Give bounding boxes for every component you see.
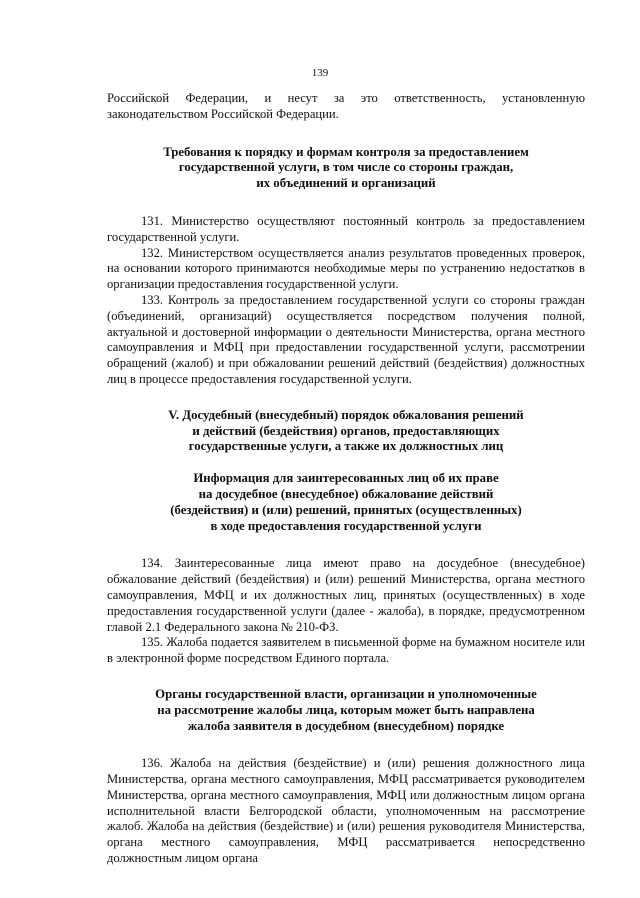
heading-line: жалоба заявителя в досудебном (внесудебном) порядке bbox=[187, 718, 505, 733]
heading-line: Органы государственной власти, организации и уполномоченные bbox=[155, 686, 537, 701]
heading-line: (бездействия) и (или) решений, принятых (осуществленных) bbox=[170, 502, 522, 517]
heading-line: государственной услуги, в том числе со стороны граждан, bbox=[178, 160, 514, 175]
heading-authorities bbox=[107, 687, 585, 734]
heading-line: на досудебное (внесудебное) обжалование действий bbox=[198, 486, 494, 501]
page-content bbox=[107, 91, 585, 867]
heading-line: их объединений и организаций bbox=[256, 176, 436, 191]
heading-line: в ходе предоставления государственной услуги bbox=[210, 518, 482, 533]
paragraph-132: 132. Министерством осуществляется анализ результатов проведенных проверок, на основании которого принимаются необходимые меры по устранению недостатков в организации предоставления государственной услуги. bbox=[107, 245, 585, 292]
heading-line: государственные услуги, а также их должностных лиц bbox=[188, 439, 504, 454]
heading-information bbox=[107, 471, 585, 534]
paragraph-136: 136. Жалоба на действия (бездействие) и (или) решения должностного лица Министерства, органа местного самоуправления, МФЦ рассматривается руководителем Министерства, органа местного самоуправления, МФЦ или должностным лицом органа исполнительной власти Белгородской области, уполномоченным на рассмотрение жалоб. Жалоба на действия (бездействие) и (или) решения руководителя Министерства, органа местного самоуправления, МФЦ рассматривается непосредственно должностным лицом органа bbox=[107, 756, 585, 866]
heading-line: на рассмотрение жалобы лица, которым может быть направлена bbox=[157, 702, 535, 717]
heading-line: V. Досудебный (внесудебный) порядок обжалования решений bbox=[168, 407, 524, 422]
paragraph-131: 131. Министерство осуществляют постоянный контроль за предоставлением государственной услуги. bbox=[107, 213, 585, 244]
heading-section-5 bbox=[107, 408, 585, 455]
page-number: 139 bbox=[311, 67, 329, 79]
intro-paragraph: Российской Федерации, и несут за это ответственность, установленную законодательством Российской Федерации. bbox=[107, 91, 585, 121]
heading-line: Требования к порядку и формам контроля за предоставлением bbox=[163, 144, 529, 159]
paragraph-135: 135. Жалоба подается заявителем в письменной форме на бумажном носителе или в электронной форме посредством Единого портала. bbox=[107, 635, 585, 666]
heading-control-requirements bbox=[107, 145, 585, 192]
heading-line: и действий (бездействия) органов, предоставляющих bbox=[192, 423, 500, 438]
paragraph-134: 134. Заинтересованные лица имеют право на досудебное (внесудебное) обжалование действий (бездействия) и (или) решений Министерства, органа местного самоуправления, МФЦ и их должностных лиц, принятых (осуществленных) в ходе предоставления государственной услуги (далее - жалоба), в порядке, предусмотренном главой 2.1 Федерального закона № 210-ФЗ. bbox=[107, 556, 585, 634]
heading-line: Информация для заинтересованных лиц об их праве bbox=[193, 471, 499, 486]
paragraph-133: 133. Контроль за предоставлением государственной услуги со стороны граждан (объединений, организаций) осуществляется посредством получения полной, актуальной и достоверной информации о деятельности Министерства, органа местного самоуправления и МФЦ при предоставлении государственной услуги, рассмотрении обращений (жалоб) и при обжаловании решений действий (бездействия) должностных лиц в процессе предоставления государственной услуги. bbox=[107, 292, 585, 386]
